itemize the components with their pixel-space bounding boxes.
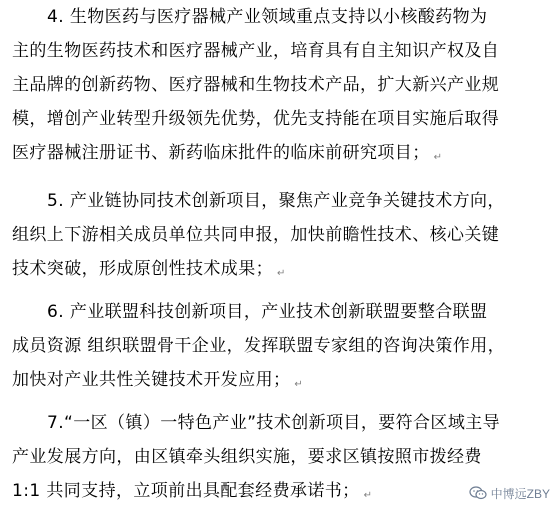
text-line — [47, 185, 505, 218]
text-line — [12, 330, 505, 363]
line-text: 模，增创产业转型升级领先优势，优先支持能在项目实施后取得 — [12, 109, 500, 129]
text-line — [47, 296, 487, 329]
line-text: 7.“一区（镇）一特色产业”技术创新项目，要符合区域主导 — [47, 413, 501, 433]
line-text: 产业发展方向，由区镇牵头组织实施，要求区镇按照市拨经费 — [12, 447, 482, 467]
text-line — [47, 407, 500, 440]
line-text: 5. 产业链协同技术创新项目，聚焦产业竞争关键技术方向， — [47, 191, 505, 211]
line-text: 技术突破，形成原创性技术成果； — [12, 259, 273, 279]
text-line — [12, 103, 499, 136]
text-line — [12, 69, 499, 102]
line-text: 4. 生物医药与医疗器械产业领域重点支持以小核酸药物为 — [47, 7, 488, 27]
paragraph-mark-icon: ↵ — [433, 152, 443, 163]
paragraph-mark-icon: ↵ — [363, 490, 373, 501]
text-line — [12, 441, 482, 474]
text-line — [12, 219, 499, 252]
paragraph-mark-icon: ↵ — [294, 379, 304, 390]
line-text: 成员资源 组织联盟骨干企业，发挥联盟专家组的咨询决策作用， — [12, 336, 506, 356]
text-line — [12, 35, 499, 68]
paragraph-mark-icon: ↵ — [277, 268, 286, 279]
line-text: 医疗器械注册证书、新药临床批件的临床前研究项目； — [12, 143, 430, 163]
line-text: 加快对产业共性关键技术开发应用； — [12, 370, 291, 390]
text-line — [47, 1, 487, 34]
text-line — [12, 364, 303, 397]
text-line — [12, 253, 286, 286]
line-text: 主的生物医药技术和医疗器械产业，培育具有自主知识产权及自 — [12, 41, 500, 61]
line-text: 6. 产业联盟科技创新项目，产业技术创新联盟要整合联盟 — [47, 302, 488, 322]
line-text: 组织上下游相关成员单位共同申报，加快前瞻性技术、核心关键 — [12, 225, 500, 245]
watermark-text: 中博远ZBY — [490, 486, 550, 501]
line-text: 主品牌的创新药物、医疗器械和生物技术产品，扩大新兴产业规 — [12, 75, 500, 95]
text-line — [12, 137, 442, 170]
watermark — [469, 484, 550, 502]
text-line — [12, 475, 372, 508]
line-text: 1:1 共同支持，立项前出具配套经费承诺书； — [12, 481, 360, 501]
wechat-icon — [469, 486, 487, 500]
